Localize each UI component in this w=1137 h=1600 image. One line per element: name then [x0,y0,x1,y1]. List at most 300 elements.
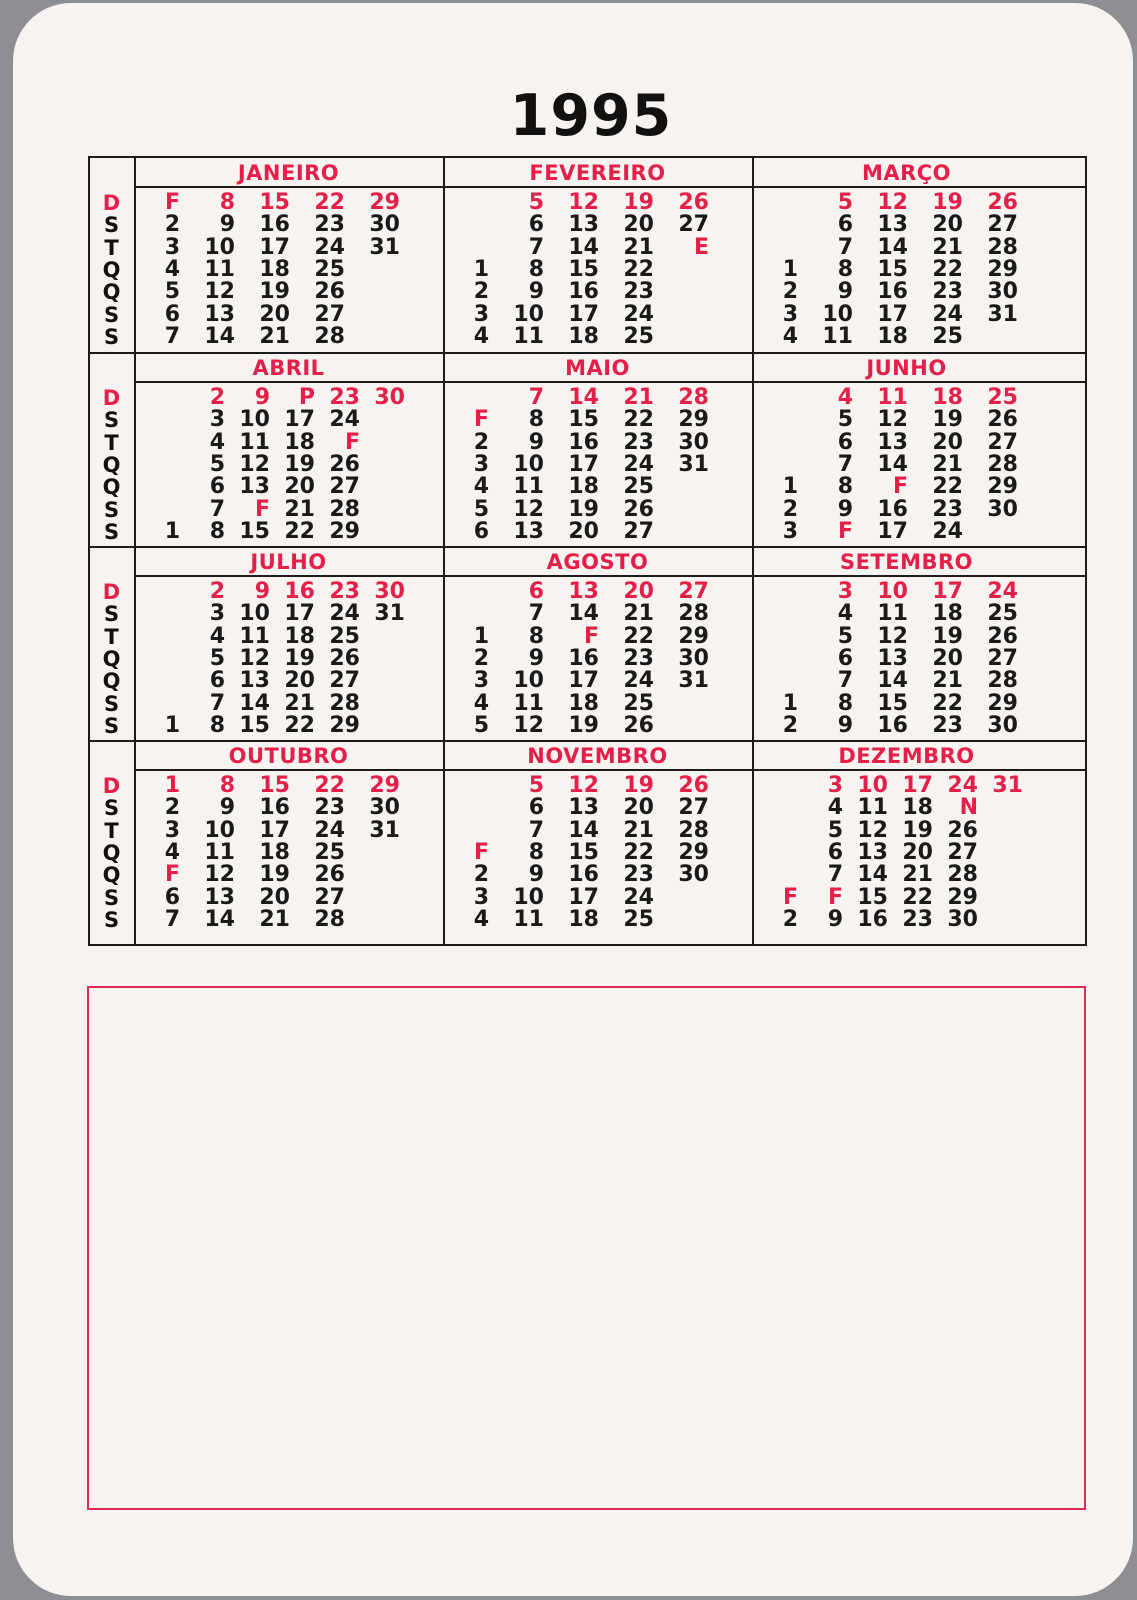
day-number: 30 [369,795,400,821]
day-number: 13 [239,474,270,500]
month-name: OUTUBRO [228,744,349,768]
day-number: 16 [877,279,908,305]
day-number: 16 [259,795,290,821]
day-number: 20 [284,668,315,694]
day-number: 16 [568,429,599,455]
day-number: 15 [239,712,270,738]
day-number: 8 [209,518,225,544]
day-number: 9 [528,429,544,455]
day-number: 27 [987,429,1018,455]
day-number: 23 [902,906,933,932]
day-number: 11 [239,429,270,455]
day-number: 9 [254,579,270,604]
weekday-letter: Q [102,257,121,282]
day-number: 3 [473,301,489,327]
day-number: 23 [329,579,360,604]
day-number: 11 [513,474,544,500]
day-number: E [693,234,709,260]
day-number: F [583,623,599,649]
day-number: 12 [239,451,270,477]
day-number: 24 [329,407,360,433]
day-number: 5 [837,190,853,215]
day-number: 30 [374,579,405,604]
day-number: 18 [284,429,315,455]
weekday-letter: Q [102,280,121,305]
month-name: JULHO [250,550,327,574]
day-number: 17 [259,234,290,260]
day-number: 7 [837,234,853,260]
day-number: 12 [568,773,599,798]
day-number: 1 [164,518,180,544]
day-number: 13 [857,839,888,865]
day-number: 7 [164,323,180,349]
day-number: 11 [513,323,544,349]
day-number: 18 [568,690,599,716]
day-number: 2 [473,429,489,455]
day-number: 17 [877,301,908,327]
day-number: 10 [822,301,853,327]
day-number: 28 [987,668,1018,694]
day-number: 18 [568,906,599,932]
day-number: 15 [239,518,270,544]
day-number: 13 [877,212,908,238]
day-number: 6 [528,212,544,238]
day-number: 24 [623,451,654,477]
day-number: 18 [568,323,599,349]
day-number: 22 [314,773,345,798]
day-number: 21 [623,601,654,627]
day-number: 8 [528,623,544,649]
day-number: 22 [932,256,963,282]
day-number: 14 [877,234,908,260]
day-number: 11 [204,839,235,865]
weekday-letter: S [103,602,120,627]
day-number: 8 [219,773,235,798]
day-number: 17 [877,518,908,544]
day-number: 6 [209,474,225,500]
day-number: 31 [678,668,709,694]
day-number: 8 [528,256,544,282]
day-number: 25 [623,690,654,716]
day-number: 6 [827,839,843,865]
day-number: 11 [857,795,888,821]
day-number: 26 [623,496,654,522]
day-number: 30 [678,645,709,671]
day-number: 16 [568,645,599,671]
day-number: 15 [259,773,290,798]
day-number: 2 [473,645,489,671]
day-number: 20 [284,474,315,500]
day-number: 4 [782,323,798,349]
day-number: 24 [314,234,345,260]
day-number: 5 [209,451,225,477]
day-number: 14 [568,601,599,627]
day-number: 18 [259,256,290,282]
weekday-letter: Q [102,840,121,865]
day-number: 26 [329,645,360,671]
day-number: 21 [932,668,963,694]
day-number: 31 [987,301,1018,327]
weekday-letter: S [103,691,120,716]
day-number: 23 [932,279,963,305]
day-number: 6 [837,429,853,455]
day-number: 5 [164,279,180,305]
day-number: 20 [932,429,963,455]
day-number: 19 [902,817,933,843]
day-number: 27 [314,301,345,327]
day-number: 16 [877,496,908,522]
day-number: 7 [528,385,544,410]
month-name: FEVEREIRO [529,161,666,185]
day-number: 6 [837,212,853,238]
day-number: 29 [678,407,709,433]
day-number: 2 [209,385,225,410]
day-number: 22 [314,190,345,215]
day-number: 23 [623,862,654,888]
day-number: 17 [568,301,599,327]
day-number: 13 [877,429,908,455]
day-number: 22 [623,623,654,649]
day-number: 28 [678,601,709,627]
day-number: 20 [623,579,654,604]
day-number: 28 [678,385,709,410]
day-number: 22 [902,884,933,910]
weekday-letter: Q [102,669,121,694]
day-number: 7 [528,601,544,627]
day-number: 3 [209,407,225,433]
day-number: 22 [284,518,315,544]
day-number: 31 [369,817,400,843]
day-number: 13 [568,212,599,238]
day-number: 9 [837,496,853,522]
day-number: 30 [987,279,1018,305]
day-number: 26 [947,817,978,843]
day-number: 27 [678,795,709,821]
month-name: SETEMBRO [839,550,974,574]
day-number: 16 [877,712,908,738]
day-number: 28 [329,496,360,522]
month-name: JUNHO [866,356,947,380]
calendar-card [13,3,1133,1596]
weekday-letter: S [103,324,120,349]
day-number: F [837,518,853,544]
day-number: 21 [259,323,290,349]
day-number: 4 [837,601,853,627]
day-number: 28 [678,817,709,843]
day-number: 24 [314,817,345,843]
day-number: 6 [164,301,180,327]
day-number: 11 [513,690,544,716]
day-number: 18 [932,385,963,410]
day-number: 5 [837,407,853,433]
day-number: 9 [528,862,544,888]
day-number: 21 [932,451,963,477]
day-number: 26 [329,451,360,477]
day-number: 4 [473,690,489,716]
day-number: 14 [877,451,908,477]
day-number: 20 [902,839,933,865]
weekday-letter: D [102,386,121,410]
day-number: 5 [528,190,544,215]
day-number: 28 [329,690,360,716]
day-number: 27 [987,645,1018,671]
day-number: 25 [329,623,360,649]
day-number: 21 [623,234,654,260]
day-number: 20 [259,301,290,327]
day-number: 7 [837,668,853,694]
day-number: 9 [528,279,544,305]
day-number: 5 [827,817,843,843]
day-number: 29 [987,474,1018,500]
day-number: 22 [284,712,315,738]
day-number: 14 [239,690,270,716]
day-number: 30 [678,429,709,455]
year-title: 1995 [509,83,673,149]
day-number: 30 [987,496,1018,522]
day-number: 9 [827,906,843,932]
day-number: 25 [987,385,1018,410]
day-number: 14 [568,385,599,410]
day-number: 6 [837,645,853,671]
day-number: 18 [932,601,963,627]
day-number: 25 [623,474,654,500]
day-number: N [959,795,978,821]
day-number: 21 [284,690,315,716]
day-number: 12 [568,190,599,215]
day-number: 1 [782,690,798,716]
day-number: 8 [219,190,235,215]
day-number: 11 [877,385,908,410]
month-name: JANEIRO [237,161,340,185]
day-number: 18 [284,623,315,649]
weekday-letter: S [103,713,120,738]
day-number: 7 [209,496,225,522]
day-number: 20 [932,645,963,671]
day-number: 2 [782,712,798,738]
day-number: 10 [877,579,908,604]
weekday-letter: S [103,907,120,932]
day-number: 15 [857,884,888,910]
day-number: 3 [782,301,798,327]
day-number: 29 [678,839,709,865]
day-number: 3 [473,451,489,477]
month-name: DEZEMBRO [838,744,975,768]
day-number: 3 [209,601,225,627]
day-number: 16 [857,906,888,932]
weekday-letter: D [102,774,121,798]
day-number: 24 [987,579,1018,604]
day-number: 10 [513,301,544,327]
day-number: 19 [932,190,963,215]
day-number: 7 [528,817,544,843]
month-name: MAIO [565,356,630,380]
day-number: 12 [239,645,270,671]
day-number: 19 [259,279,290,305]
weekday-letter: S [103,213,120,238]
day-number: 4 [473,906,489,932]
day-number: 20 [568,518,599,544]
day-number: 30 [374,385,405,410]
day-number: F [254,496,270,522]
day-number: 19 [932,623,963,649]
day-number: 10 [513,884,544,910]
day-number: F [473,407,489,433]
day-number: 10 [239,407,270,433]
day-number: 23 [623,279,654,305]
day-number: 27 [623,518,654,544]
day-number: 7 [164,906,180,932]
day-number: 26 [987,407,1018,433]
day-number: 2 [209,579,225,604]
day-number: 7 [528,234,544,260]
day-number: F [782,884,798,910]
day-number: 22 [623,839,654,865]
day-number: 22 [623,407,654,433]
day-number: 15 [877,256,908,282]
day-number: 2 [473,862,489,888]
day-number: 12 [877,623,908,649]
day-number: 4 [837,385,853,410]
day-number: 24 [623,884,654,910]
day-number: 8 [209,712,225,738]
day-number: F [827,884,843,910]
day-number: 13 [513,518,544,544]
day-number: 11 [877,601,908,627]
day-number: 28 [314,323,345,349]
day-number: 12 [513,712,544,738]
day-number: 5 [837,623,853,649]
day-number: 9 [219,795,235,821]
month-name: AGOSTO [546,550,649,574]
day-number: 17 [568,451,599,477]
day-number: 12 [204,279,235,305]
day-number: 13 [239,668,270,694]
day-number: 31 [369,234,400,260]
day-number: 14 [204,906,235,932]
day-number: 20 [623,212,654,238]
day-number: 6 [473,518,489,544]
weekday-letter: S [103,885,120,910]
day-number: 22 [932,690,963,716]
day-number: 8 [837,690,853,716]
day-number: 3 [164,234,180,260]
day-number: 15 [877,690,908,716]
day-number: 21 [623,385,654,410]
day-number: 29 [678,623,709,649]
day-number: 19 [568,496,599,522]
day-number: 2 [782,906,798,932]
weekday-letter: T [104,235,119,260]
day-number: 25 [987,601,1018,627]
day-number: 1 [473,623,489,649]
day-number: 21 [623,817,654,843]
day-number: F [164,190,180,215]
day-number: 25 [932,323,963,349]
day-number: 15 [568,256,599,282]
day-number: 2 [782,279,798,305]
day-number: 30 [678,862,709,888]
weekday-letter: D [102,580,121,604]
day-number: 10 [204,234,235,260]
day-number: 1 [473,256,489,282]
day-number: 5 [528,773,544,798]
day-number: 27 [329,668,360,694]
day-number: 7 [827,862,843,888]
day-number: 26 [314,279,345,305]
day-number: 19 [932,407,963,433]
day-number: 5 [209,645,225,671]
day-number: 23 [314,212,345,238]
day-number: 11 [204,256,235,282]
day-number: 19 [284,645,315,671]
day-number: 13 [568,795,599,821]
day-number: 13 [204,301,235,327]
day-number: 23 [623,645,654,671]
day-number: 19 [623,190,654,215]
day-number: 27 [678,212,709,238]
day-number: 12 [513,496,544,522]
day-number: 10 [204,817,235,843]
day-number: P [298,385,315,410]
day-number: 18 [259,839,290,865]
day-number: 28 [314,906,345,932]
day-number: 17 [284,601,315,627]
day-number: 1 [164,712,180,738]
day-number: 26 [678,773,709,798]
day-number: 26 [987,190,1018,215]
day-number: 3 [827,773,843,798]
day-number: 22 [932,474,963,500]
month-name: MARÇO [861,161,952,185]
day-number: 1 [164,773,180,798]
day-number: F [164,862,180,888]
day-number: 27 [947,839,978,865]
notes-box [87,986,1086,1510]
day-number: 25 [623,323,654,349]
weekday-letter: T [104,624,119,649]
day-number: 25 [314,256,345,282]
day-number: 2 [164,795,180,821]
day-number: 2 [473,279,489,305]
day-number: 15 [568,839,599,865]
day-number: 29 [947,884,978,910]
weekday-letter: Q [102,863,121,888]
day-number: 12 [857,817,888,843]
day-number: 7 [209,690,225,716]
day-number: 2 [782,496,798,522]
day-number: 1 [782,256,798,282]
weekday-letter: T [104,430,119,455]
month-name: ABRIL [252,356,325,380]
day-number: 20 [259,884,290,910]
day-number: 4 [473,323,489,349]
day-number: 15 [259,190,290,215]
day-number: 5 [473,712,489,738]
day-number: 10 [857,773,888,798]
day-number: 16 [568,279,599,305]
day-number: 26 [678,190,709,215]
day-number: 11 [513,906,544,932]
day-number: 29 [369,190,400,215]
weekday-letter: Q [102,475,121,500]
day-number: 15 [568,407,599,433]
day-number: 21 [902,862,933,888]
month-name: NOVEMBRO [527,744,668,768]
day-number: F [473,839,489,865]
day-number: 24 [329,601,360,627]
day-number: 30 [947,906,978,932]
day-number: 14 [568,817,599,843]
